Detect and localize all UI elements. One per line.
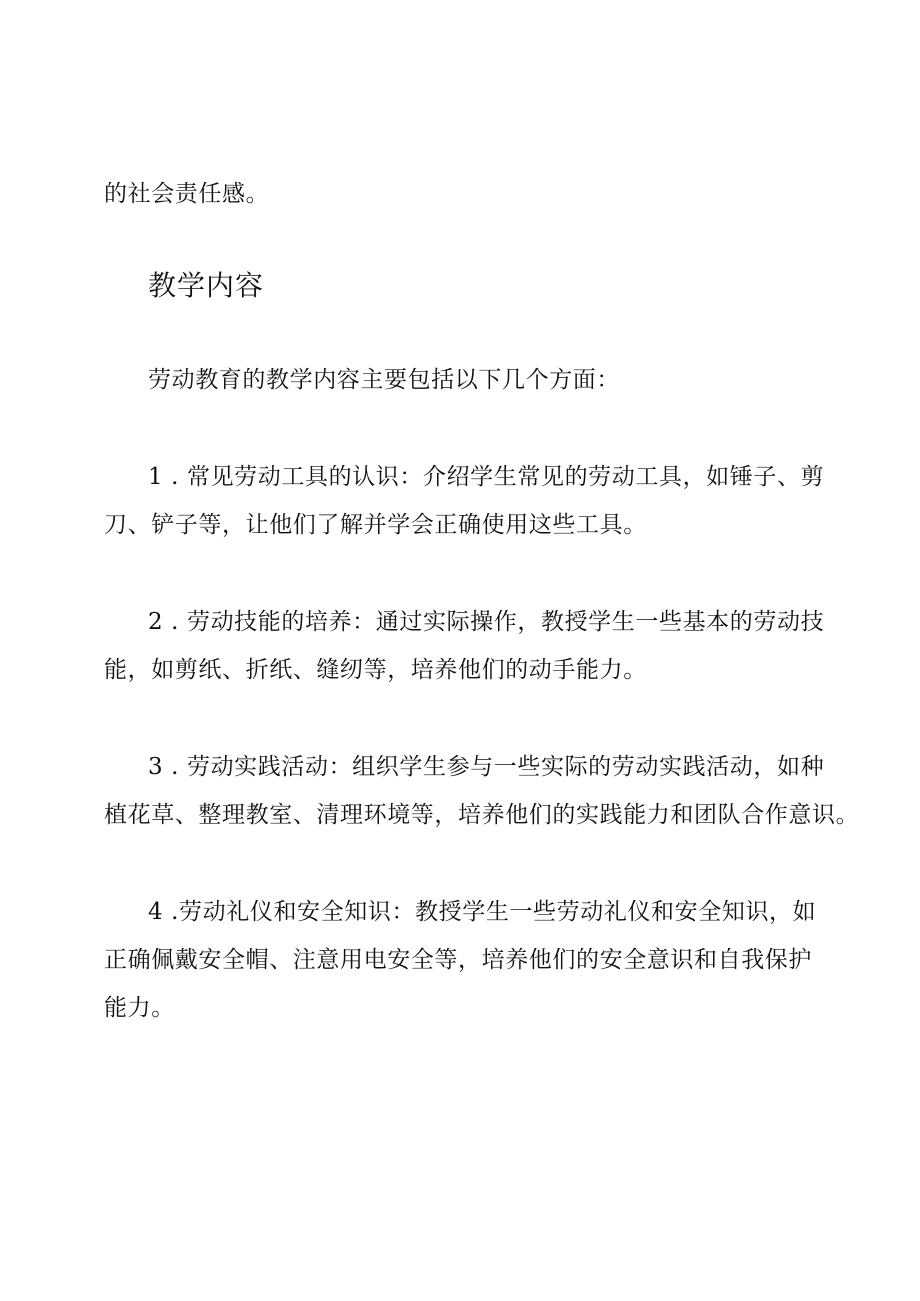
item-1-line-2: 刀、铲子等，让他们了解并学会正确使用这些工具。 [104,512,647,538]
item-3-line-1: 3 . 劳动实践活动：组织学生参与一些实际的劳动实践活动，如种 [148,754,825,780]
item-4-line-3: 能力。 [104,995,175,1021]
item-4-line-2: 正确佩戴安全帽、注意用电安全等，培养他们的安全意识和自我保护 [104,947,812,973]
intro-paragraph: 劳动教育的教学内容主要包括以下几个方面： [148,367,620,393]
item-4-line-1: 4 .劳动礼仪和安全知识：教授学生一些劳动礼仪和安全知识，如 [148,899,817,925]
item-1-line-1: 1 . 常见劳动工具的认识：介绍学生常见的劳动工具，如锤子、剪 [148,464,825,490]
item-2-line-1: 2 . 劳动技能的培养：通过实际操作，教授学生一些基本的劳动技 [148,609,825,635]
item-2-line-2: 能，如剪纸、折纸、缝纫等，培养他们的动手能力。 [104,657,647,683]
item-3-line-2: 植花草、整理教室、清理环境等，培养他们的实践能力和团队合作意识。 [104,802,860,828]
section-title: 教学内容 [148,269,265,302]
continuation-text: 的社会责任感。 [104,181,270,207]
